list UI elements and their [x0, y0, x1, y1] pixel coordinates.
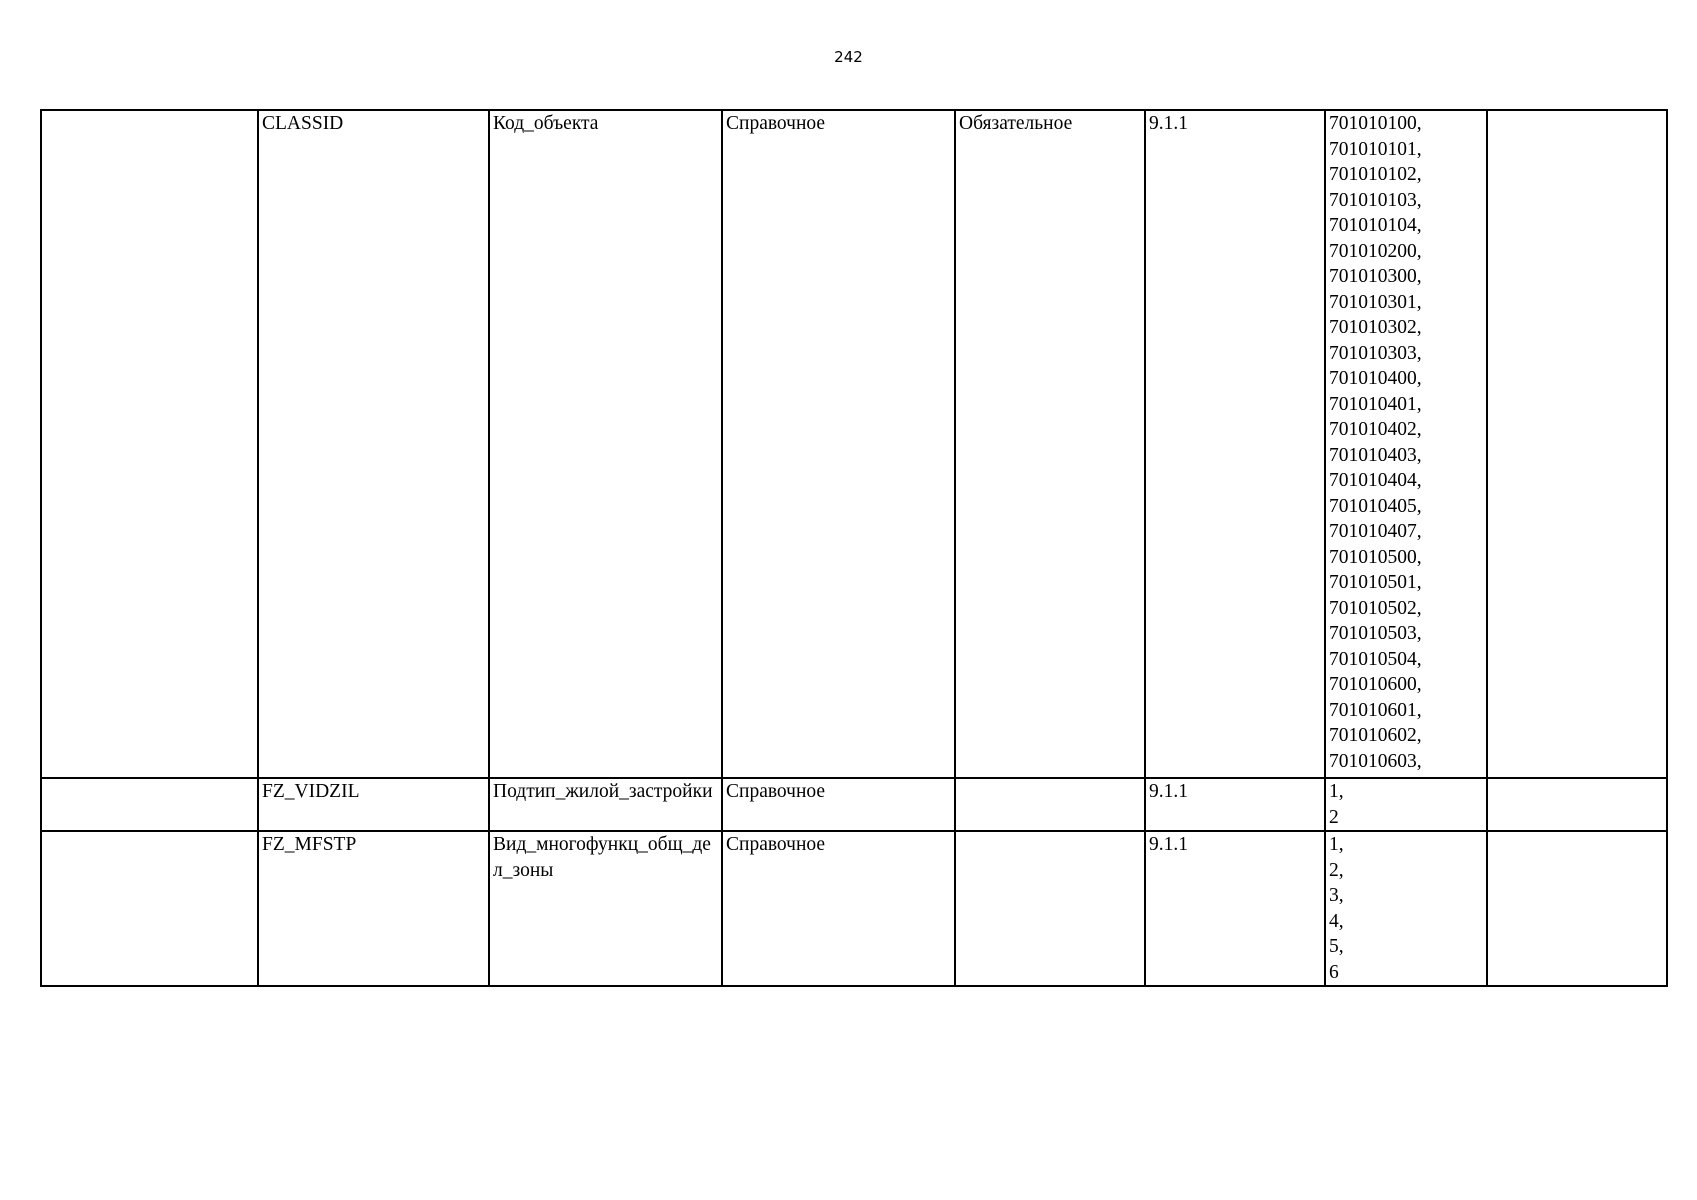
code-value: 701010301,: [1329, 291, 1422, 313]
field-code-cell: FZ_VIDZIL: [258, 778, 489, 831]
code-value: 701010104,: [1329, 215, 1422, 236]
code-value: 1,: [1329, 834, 1344, 855]
code-value: 5,: [1329, 936, 1344, 957]
codes-cell: [1325, 778, 1487, 831]
field-type-cell: Справочное: [722, 110, 955, 778]
codes-list: [1329, 779, 1483, 830]
code-value: 701010103,: [1329, 189, 1422, 211]
code-value: 701010601,: [1329, 699, 1422, 721]
table-row: [41, 778, 1667, 831]
code-value: 701010101,: [1329, 138, 1422, 160]
code-value: 701010404,: [1329, 470, 1422, 491]
group-cell: [41, 831, 258, 986]
field-name-cell: Вид_многофункц_общ_дел_зоны: [489, 831, 722, 986]
codes-cell: [1325, 831, 1487, 986]
table-row: [41, 110, 1667, 778]
code-value: 701010503,: [1329, 623, 1422, 644]
code-value: 701010600,: [1329, 674, 1422, 695]
code-value: 701010504,: [1329, 648, 1422, 670]
code-value: 701010303,: [1329, 342, 1422, 364]
code-value: 701010200,: [1329, 240, 1422, 262]
group-cell: [41, 110, 258, 778]
code-value: 701010502,: [1329, 597, 1422, 619]
code-value: 701010401,: [1329, 393, 1422, 415]
code-value: 701010500,: [1329, 546, 1422, 568]
code-value: 1,: [1329, 781, 1344, 802]
table-row: [41, 831, 1667, 986]
codes-list: [1329, 111, 1483, 774]
code-value: 6: [1329, 961, 1339, 983]
code-value: 701010300,: [1329, 266, 1422, 287]
codes-cell: [1325, 110, 1487, 778]
note-cell: [1487, 778, 1667, 831]
note-cell: [1487, 110, 1667, 778]
code-value: 701010403,: [1329, 444, 1422, 466]
field-code-cell: CLASSID: [258, 110, 489, 778]
field-type-cell: Справочное: [722, 778, 955, 831]
section-cell: 9.1.1: [1145, 110, 1325, 778]
required-cell: Обязательное: [955, 110, 1145, 778]
code-value: 701010501,: [1329, 572, 1422, 593]
attributes-table: [40, 109, 1668, 987]
field-code-cell: FZ_MFSTP: [258, 831, 489, 986]
required-cell: [955, 778, 1145, 831]
code-value: 701010405,: [1329, 495, 1422, 517]
code-value: 701010603,: [1329, 750, 1422, 772]
required-cell: [955, 831, 1145, 986]
field-type-cell: Справочное: [722, 831, 955, 986]
group-cell: [41, 778, 258, 831]
field-name-cell: Подтип_жилой_застройки: [489, 778, 722, 831]
note-cell: [1487, 831, 1667, 986]
code-value: 2,: [1329, 859, 1344, 881]
section-cell: 9.1.1: [1145, 778, 1325, 831]
code-value: 701010402,: [1329, 419, 1422, 440]
code-value: 2: [1329, 806, 1339, 828]
code-value: 701010100,: [1329, 113, 1422, 134]
field-name-cell: Код_объекта: [489, 110, 722, 778]
code-value: 701010102,: [1329, 164, 1422, 185]
codes-list: [1329, 832, 1483, 985]
page-number: 242: [834, 48, 863, 66]
code-value: 701010602,: [1329, 725, 1422, 746]
code-value: 701010400,: [1329, 368, 1422, 389]
code-value: 701010407,: [1329, 521, 1422, 542]
code-value: 701010302,: [1329, 317, 1422, 338]
code-value: 3,: [1329, 885, 1344, 906]
section-cell: 9.1.1: [1145, 831, 1325, 986]
code-value: 4,: [1329, 910, 1344, 932]
